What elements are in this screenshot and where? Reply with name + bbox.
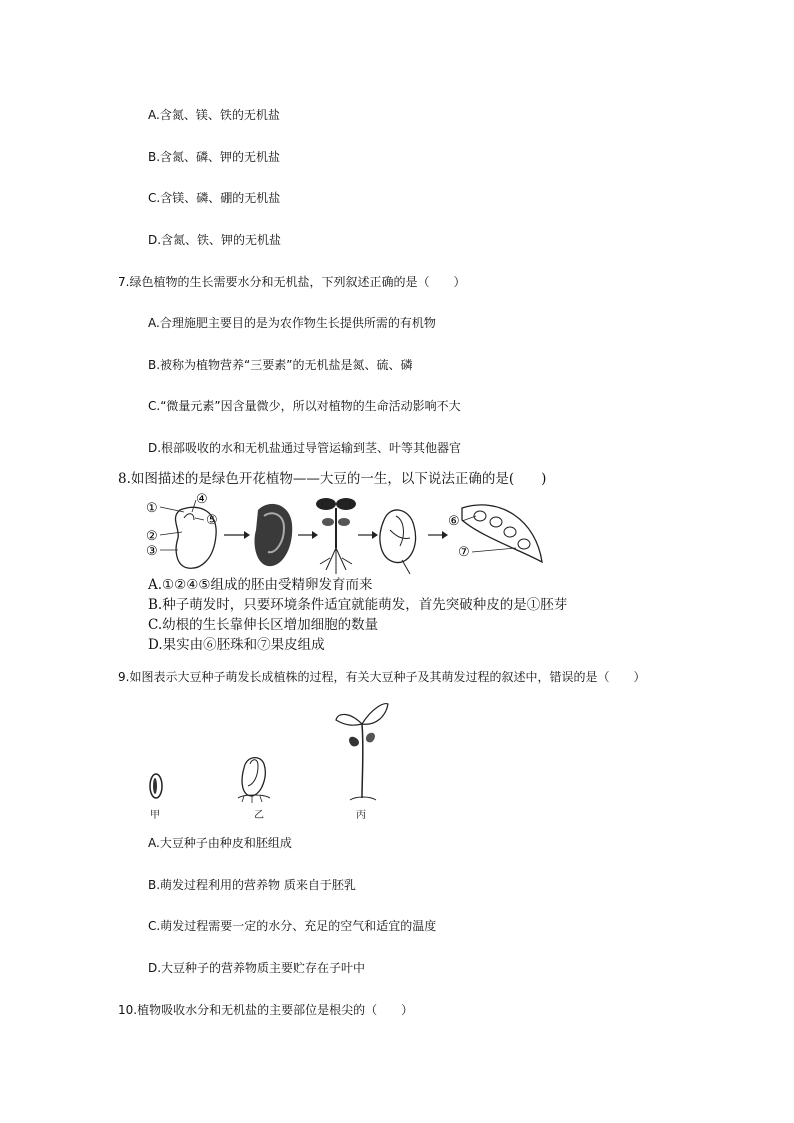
q8-option-c: C.幼根的生长靠伸长区增加细胞的数量 [148,617,379,633]
bean-pod-drawing [462,505,542,562]
seed-drawing [160,500,216,568]
seedling-bing-drawing [336,704,388,800]
q9-option-d: D.大豆种子的营养物质主要贮存在子叶中 [148,961,366,975]
q6-option-c: C.含镁、磷、硼的无机盐 [148,191,281,205]
q6-option-d: D.含氮、铁、钾的无机盐 [148,233,282,247]
q8-option-b: B.种子萌发时，只要环境条件适宜就能萌发，首先突破种皮的是①胚芽 [148,597,568,613]
flower-drawing [380,510,416,574]
arrow-icon [428,531,448,539]
q8-option-a: A.①②④⑤组成的胚由受精卵发育而来 [148,577,373,593]
label-1: ① [146,501,158,516]
q7-option-d: D.根部吸收的水和无机盐通过导管运输到茎、叶等其他器官 [148,441,462,455]
q7-stem: 7.绿色植物的生长需要水分和无机盐，下列叙述正确的是（ ） [118,275,466,289]
label-4: ④ [196,492,208,507]
soybean-life-cycle-figure [140,490,550,578]
seedling-drawing [316,498,356,574]
seed-yi-drawing [238,758,270,803]
caption-yi: 乙 [254,810,264,821]
label-7: ⑦ [458,545,470,560]
arrow-icon [298,531,318,539]
q7-option-a: A.合理施肥主要目的是为农作物生长提供所需的有机物 [148,316,436,330]
q6-option-b: B.含氮、磷、钾的无机盐 [148,150,281,164]
q8-option-d: D.果实由⑥胚珠和⑦果皮组成 [148,637,325,653]
soybean-germination-figure [140,698,400,822]
q7-option-c: C.“微量元素”因含量微少，所以对植物的生命活动影响不大 [148,399,461,413]
q9-stem: 9.如图表示大豆种子萌发长成植株的过程，有关大豆种子及其萌发过程的叙述中，错误的是（ ） [118,670,646,684]
seed-jia-drawing [150,774,162,798]
q10-stem: 10.植物吸收水分和无机盐的主要部位是根尖的（ ） [118,1003,414,1017]
germinating-seed-drawing [255,504,293,566]
label-2: ② [146,529,158,544]
q9-option-c: C.萌发过程需要一定的水分、充足的空气和适宜的温度 [148,919,437,933]
arrow-icon [224,531,250,539]
q9-option-a: A.大豆种子由种皮和胚组成 [148,836,292,850]
q9-option-b: B.萌发过程利用的营养物 质来自于胚乳 [148,878,356,892]
label-5: ⑤ [206,513,218,528]
q8-stem: 8.如图描述的是绿色开花植物——大豆的一生，以下说法正确的是( ) [118,471,547,487]
caption-bing: 丙 [356,810,366,821]
q6-option-a: A.含氮、镁、铁的无机盐 [148,108,280,122]
arrow-icon [358,531,378,539]
label-3: ③ [146,544,158,559]
label-6: ⑥ [448,514,460,529]
caption-jia: 甲 [150,810,160,821]
q7-option-b: B.被称为植物营养“三要素”的无机盐是氮、硫、磷 [148,358,413,372]
